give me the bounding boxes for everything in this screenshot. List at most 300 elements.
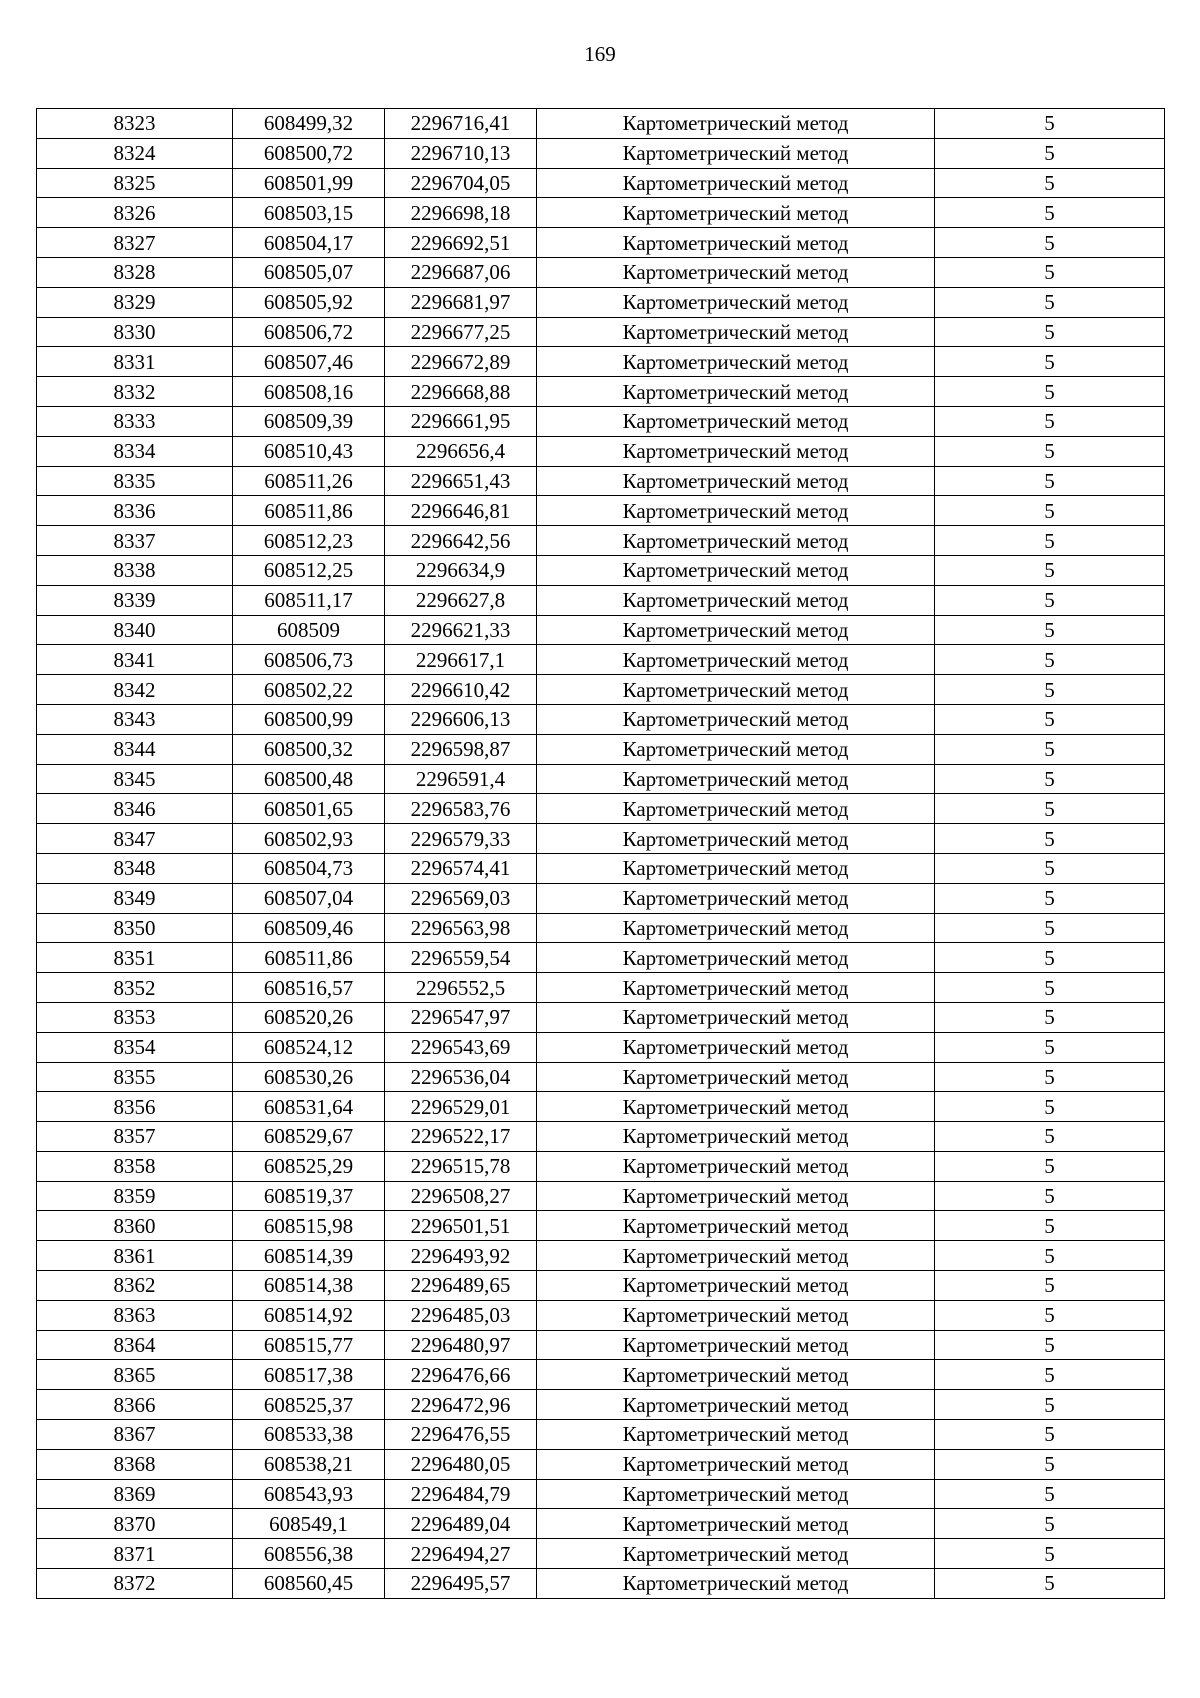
y-coordinate-cell: 2296672,89 bbox=[385, 347, 537, 377]
y-coordinate-cell: 2296522,17 bbox=[385, 1122, 537, 1152]
table-row bbox=[37, 1002, 1165, 1032]
table-row bbox=[37, 794, 1165, 824]
point-number-cell: 8332 bbox=[37, 377, 233, 407]
point-number-cell: 8342 bbox=[37, 675, 233, 705]
point-number-cell: 8340 bbox=[37, 615, 233, 645]
x-coordinate-cell: 608511,86 bbox=[233, 943, 385, 973]
accuracy-cell: 5 bbox=[935, 734, 1165, 764]
point-number-cell: 8364 bbox=[37, 1330, 233, 1360]
point-number-cell: 8357 bbox=[37, 1122, 233, 1152]
accuracy-cell: 5 bbox=[935, 228, 1165, 258]
method-cell: Картометрический метод bbox=[537, 645, 935, 675]
table-row bbox=[37, 1360, 1165, 1390]
y-coordinate-cell: 2296480,05 bbox=[385, 1449, 537, 1479]
method-cell: Картометрический метод bbox=[537, 1241, 935, 1271]
x-coordinate-cell: 608509 bbox=[233, 615, 385, 645]
x-coordinate-cell: 608506,72 bbox=[233, 317, 385, 347]
method-cell: Картометрический метод bbox=[537, 853, 935, 883]
accuracy-cell: 5 bbox=[935, 406, 1165, 436]
y-coordinate-cell: 2296494,27 bbox=[385, 1539, 537, 1569]
x-coordinate-cell: 608501,99 bbox=[233, 168, 385, 198]
table-row bbox=[37, 1539, 1165, 1569]
accuracy-cell: 5 bbox=[935, 168, 1165, 198]
y-coordinate-cell: 2296493,92 bbox=[385, 1241, 537, 1271]
x-coordinate-cell: 608506,73 bbox=[233, 645, 385, 675]
table-row bbox=[37, 287, 1165, 317]
point-number-cell: 8324 bbox=[37, 138, 233, 168]
x-coordinate-cell: 608505,07 bbox=[233, 257, 385, 287]
y-coordinate-cell: 2296569,03 bbox=[385, 883, 537, 913]
table-row bbox=[37, 1390, 1165, 1420]
x-coordinate-cell: 608511,26 bbox=[233, 466, 385, 496]
point-number-cell: 8341 bbox=[37, 645, 233, 675]
table-row bbox=[37, 317, 1165, 347]
accuracy-cell: 5 bbox=[935, 1479, 1165, 1509]
method-cell: Картометрический метод bbox=[537, 1300, 935, 1330]
table-row bbox=[37, 1569, 1165, 1599]
method-cell: Картометрический метод bbox=[537, 973, 935, 1003]
y-coordinate-cell: 2296485,03 bbox=[385, 1300, 537, 1330]
y-coordinate-cell: 2296646,81 bbox=[385, 496, 537, 526]
table-row bbox=[37, 704, 1165, 734]
point-number-cell: 8338 bbox=[37, 555, 233, 585]
method-cell: Картометрический метод bbox=[537, 1420, 935, 1450]
x-coordinate-cell: 608531,64 bbox=[233, 1092, 385, 1122]
method-cell: Картометрический метод bbox=[537, 287, 935, 317]
x-coordinate-cell: 608519,37 bbox=[233, 1181, 385, 1211]
accuracy-cell: 5 bbox=[935, 585, 1165, 615]
y-coordinate-cell: 2296563,98 bbox=[385, 913, 537, 943]
point-number-cell: 8325 bbox=[37, 168, 233, 198]
method-cell: Картометрический метод bbox=[537, 1002, 935, 1032]
x-coordinate-cell: 608515,98 bbox=[233, 1211, 385, 1241]
point-number-cell: 8355 bbox=[37, 1062, 233, 1092]
x-coordinate-cell: 608520,26 bbox=[233, 1002, 385, 1032]
y-coordinate-cell: 2296606,13 bbox=[385, 704, 537, 734]
y-coordinate-cell: 2296704,05 bbox=[385, 168, 537, 198]
point-number-cell: 8365 bbox=[37, 1360, 233, 1390]
point-number-cell: 8348 bbox=[37, 853, 233, 883]
table-row bbox=[37, 526, 1165, 556]
y-coordinate-cell: 2296677,25 bbox=[385, 317, 537, 347]
method-cell: Картометрический метод bbox=[537, 1211, 935, 1241]
point-number-cell: 8367 bbox=[37, 1420, 233, 1450]
accuracy-cell: 5 bbox=[935, 1271, 1165, 1301]
table-row bbox=[37, 615, 1165, 645]
table-row bbox=[37, 377, 1165, 407]
table-row bbox=[37, 1241, 1165, 1271]
table-row bbox=[37, 1211, 1165, 1241]
method-cell: Картометрический метод bbox=[537, 1509, 935, 1539]
accuracy-cell: 5 bbox=[935, 794, 1165, 824]
method-cell: Картометрический метод bbox=[537, 198, 935, 228]
method-cell: Картометрический метод bbox=[537, 436, 935, 466]
point-number-cell: 8360 bbox=[37, 1211, 233, 1241]
point-number-cell: 8368 bbox=[37, 1449, 233, 1479]
method-cell: Картометрический метод bbox=[537, 1092, 935, 1122]
accuracy-cell: 5 bbox=[935, 466, 1165, 496]
accuracy-cell: 5 bbox=[935, 377, 1165, 407]
y-coordinate-cell: 2296552,5 bbox=[385, 973, 537, 1003]
y-coordinate-cell: 2296610,42 bbox=[385, 675, 537, 705]
point-number-cell: 8351 bbox=[37, 943, 233, 973]
method-cell: Картометрический метод bbox=[537, 1449, 935, 1479]
method-cell: Картометрический метод bbox=[537, 406, 935, 436]
method-cell: Картометрический метод bbox=[537, 1390, 935, 1420]
y-coordinate-cell: 2296651,43 bbox=[385, 466, 537, 496]
y-coordinate-cell: 2296661,95 bbox=[385, 406, 537, 436]
method-cell: Картометрический метод bbox=[537, 883, 935, 913]
point-number-cell: 8353 bbox=[37, 1002, 233, 1032]
x-coordinate-cell: 608560,45 bbox=[233, 1569, 385, 1599]
y-coordinate-cell: 2296529,01 bbox=[385, 1092, 537, 1122]
y-coordinate-cell: 2296472,96 bbox=[385, 1390, 537, 1420]
method-cell: Картометрический метод bbox=[537, 585, 935, 615]
y-coordinate-cell: 2296536,04 bbox=[385, 1062, 537, 1092]
x-coordinate-cell: 608502,22 bbox=[233, 675, 385, 705]
method-cell: Картометрический метод bbox=[537, 347, 935, 377]
point-number-cell: 8366 bbox=[37, 1390, 233, 1420]
y-coordinate-cell: 2296656,4 bbox=[385, 436, 537, 466]
y-coordinate-cell: 2296583,76 bbox=[385, 794, 537, 824]
accuracy-cell: 5 bbox=[935, 1420, 1165, 1450]
table-row bbox=[37, 1509, 1165, 1539]
x-coordinate-cell: 608517,38 bbox=[233, 1360, 385, 1390]
table-row bbox=[37, 1300, 1165, 1330]
accuracy-cell: 5 bbox=[935, 287, 1165, 317]
page-number: 169 bbox=[584, 42, 616, 66]
table-row bbox=[37, 555, 1165, 585]
accuracy-cell: 5 bbox=[935, 109, 1165, 139]
method-cell: Картометрический метод bbox=[537, 1271, 935, 1301]
method-cell: Картометрический метод bbox=[537, 1151, 935, 1181]
table-row bbox=[37, 1092, 1165, 1122]
accuracy-cell: 5 bbox=[935, 943, 1165, 973]
table-row bbox=[37, 1330, 1165, 1360]
y-coordinate-cell: 2296515,78 bbox=[385, 1151, 537, 1181]
method-cell: Картометрический метод bbox=[537, 1569, 935, 1599]
y-coordinate-cell: 2296634,9 bbox=[385, 555, 537, 585]
y-coordinate-cell: 2296547,97 bbox=[385, 1002, 537, 1032]
x-coordinate-cell: 608512,25 bbox=[233, 555, 385, 585]
accuracy-cell: 5 bbox=[935, 913, 1165, 943]
accuracy-cell: 5 bbox=[935, 883, 1165, 913]
y-coordinate-cell: 2296476,55 bbox=[385, 1420, 537, 1450]
accuracy-cell: 5 bbox=[935, 1092, 1165, 1122]
table-row bbox=[37, 406, 1165, 436]
method-cell: Картометрический метод bbox=[537, 913, 935, 943]
method-cell: Картометрический метод bbox=[537, 1032, 935, 1062]
y-coordinate-cell: 2296574,41 bbox=[385, 853, 537, 883]
y-coordinate-cell: 2296621,33 bbox=[385, 615, 537, 645]
y-coordinate-cell: 2296642,56 bbox=[385, 526, 537, 556]
method-cell: Картометрический метод bbox=[537, 824, 935, 854]
accuracy-cell: 5 bbox=[935, 257, 1165, 287]
y-coordinate-cell: 2296692,51 bbox=[385, 228, 537, 258]
method-cell: Картометрический метод bbox=[537, 138, 935, 168]
table-row bbox=[37, 883, 1165, 913]
y-coordinate-cell: 2296617,1 bbox=[385, 645, 537, 675]
method-cell: Картометрический метод bbox=[537, 228, 935, 258]
accuracy-cell: 5 bbox=[935, 1211, 1165, 1241]
point-number-cell: 8372 bbox=[37, 1569, 233, 1599]
method-cell: Картометрический метод bbox=[537, 168, 935, 198]
method-cell: Картометрический метод bbox=[537, 1539, 935, 1569]
x-coordinate-cell: 608507,04 bbox=[233, 883, 385, 913]
accuracy-cell: 5 bbox=[935, 1032, 1165, 1062]
accuracy-cell: 5 bbox=[935, 496, 1165, 526]
accuracy-cell: 5 bbox=[935, 1360, 1165, 1390]
x-coordinate-cell: 608500,32 bbox=[233, 734, 385, 764]
table-row bbox=[37, 228, 1165, 258]
point-number-cell: 8336 bbox=[37, 496, 233, 526]
x-coordinate-cell: 608556,38 bbox=[233, 1539, 385, 1569]
accuracy-cell: 5 bbox=[935, 1449, 1165, 1479]
x-coordinate-cell: 608525,29 bbox=[233, 1151, 385, 1181]
accuracy-cell: 5 bbox=[935, 764, 1165, 794]
table-row bbox=[37, 1420, 1165, 1450]
x-coordinate-cell: 608507,46 bbox=[233, 347, 385, 377]
accuracy-cell: 5 bbox=[935, 1181, 1165, 1211]
method-cell: Картометрический метод bbox=[537, 1122, 935, 1152]
point-number-cell: 8326 bbox=[37, 198, 233, 228]
x-coordinate-cell: 608501,65 bbox=[233, 794, 385, 824]
point-number-cell: 8339 bbox=[37, 585, 233, 615]
y-coordinate-cell: 2296559,54 bbox=[385, 943, 537, 973]
point-number-cell: 8354 bbox=[37, 1032, 233, 1062]
point-number-cell: 8362 bbox=[37, 1271, 233, 1301]
point-number-cell: 8347 bbox=[37, 824, 233, 854]
accuracy-cell: 5 bbox=[935, 645, 1165, 675]
y-coordinate-cell: 2296543,69 bbox=[385, 1032, 537, 1062]
method-cell: Картометрический метод bbox=[537, 257, 935, 287]
x-coordinate-cell: 608509,46 bbox=[233, 913, 385, 943]
x-coordinate-cell: 608503,15 bbox=[233, 198, 385, 228]
accuracy-cell: 5 bbox=[935, 555, 1165, 585]
table-row bbox=[37, 943, 1165, 973]
point-number-cell: 8345 bbox=[37, 764, 233, 794]
method-cell: Картометрический метод bbox=[537, 675, 935, 705]
table-row bbox=[37, 973, 1165, 1003]
point-number-cell: 8334 bbox=[37, 436, 233, 466]
y-coordinate-cell: 2296627,8 bbox=[385, 585, 537, 615]
method-cell: Картометрический метод bbox=[537, 615, 935, 645]
method-cell: Картометрический метод bbox=[537, 704, 935, 734]
accuracy-cell: 5 bbox=[935, 1300, 1165, 1330]
y-coordinate-cell: 2296476,66 bbox=[385, 1360, 537, 1390]
table-row bbox=[37, 1032, 1165, 1062]
y-coordinate-cell: 2296508,27 bbox=[385, 1181, 537, 1211]
point-number-cell: 8358 bbox=[37, 1151, 233, 1181]
x-coordinate-cell: 608538,21 bbox=[233, 1449, 385, 1479]
x-coordinate-cell: 608510,43 bbox=[233, 436, 385, 466]
point-number-cell: 8330 bbox=[37, 317, 233, 347]
x-coordinate-cell: 608502,93 bbox=[233, 824, 385, 854]
accuracy-cell: 5 bbox=[935, 1122, 1165, 1152]
accuracy-cell: 5 bbox=[935, 675, 1165, 705]
table-row bbox=[37, 675, 1165, 705]
point-number-cell: 8335 bbox=[37, 466, 233, 496]
method-cell: Картометрический метод bbox=[537, 377, 935, 407]
table-row bbox=[37, 645, 1165, 675]
accuracy-cell: 5 bbox=[935, 317, 1165, 347]
coordinates-table bbox=[36, 108, 1165, 1599]
x-coordinate-cell: 608500,72 bbox=[233, 138, 385, 168]
accuracy-cell: 5 bbox=[935, 615, 1165, 645]
table-row bbox=[37, 913, 1165, 943]
table-row bbox=[37, 1181, 1165, 1211]
method-cell: Картометрический метод bbox=[537, 466, 935, 496]
accuracy-cell: 5 bbox=[935, 704, 1165, 734]
x-coordinate-cell: 608500,48 bbox=[233, 764, 385, 794]
y-coordinate-cell: 2296710,13 bbox=[385, 138, 537, 168]
y-coordinate-cell: 2296501,51 bbox=[385, 1211, 537, 1241]
method-cell: Картометрический метод bbox=[537, 1479, 935, 1509]
table-row bbox=[37, 1271, 1165, 1301]
y-coordinate-cell: 2296668,88 bbox=[385, 377, 537, 407]
y-coordinate-cell: 2296687,06 bbox=[385, 257, 537, 287]
table-row bbox=[37, 198, 1165, 228]
table-row bbox=[37, 1151, 1165, 1181]
table-row bbox=[37, 257, 1165, 287]
point-number-cell: 8361 bbox=[37, 1241, 233, 1271]
accuracy-cell: 5 bbox=[935, 1062, 1165, 1092]
x-coordinate-cell: 608530,26 bbox=[233, 1062, 385, 1092]
x-coordinate-cell: 608514,92 bbox=[233, 1300, 385, 1330]
table-row bbox=[37, 1479, 1165, 1509]
point-number-cell: 8352 bbox=[37, 973, 233, 1003]
y-coordinate-cell: 2296489,04 bbox=[385, 1509, 537, 1539]
method-cell: Картометрический метод bbox=[537, 764, 935, 794]
method-cell: Картометрический метод bbox=[537, 496, 935, 526]
method-cell: Картометрический метод bbox=[537, 555, 935, 585]
accuracy-cell: 5 bbox=[935, 1002, 1165, 1032]
table-row bbox=[37, 109, 1165, 139]
x-coordinate-cell: 608525,37 bbox=[233, 1390, 385, 1420]
point-number-cell: 8327 bbox=[37, 228, 233, 258]
y-coordinate-cell: 2296579,33 bbox=[385, 824, 537, 854]
point-number-cell: 8331 bbox=[37, 347, 233, 377]
x-coordinate-cell: 608549,1 bbox=[233, 1509, 385, 1539]
y-coordinate-cell: 2296698,18 bbox=[385, 198, 537, 228]
accuracy-cell: 5 bbox=[935, 138, 1165, 168]
table-row bbox=[37, 824, 1165, 854]
table-row bbox=[37, 764, 1165, 794]
table-row bbox=[37, 347, 1165, 377]
y-coordinate-cell: 2296716,41 bbox=[385, 109, 537, 139]
point-number-cell: 8329 bbox=[37, 287, 233, 317]
accuracy-cell: 5 bbox=[935, 824, 1165, 854]
table-row bbox=[37, 168, 1165, 198]
method-cell: Картометрический метод bbox=[537, 109, 935, 139]
table-row bbox=[37, 853, 1165, 883]
table-row bbox=[37, 585, 1165, 615]
x-coordinate-cell: 608511,17 bbox=[233, 585, 385, 615]
x-coordinate-cell: 608504,17 bbox=[233, 228, 385, 258]
accuracy-cell: 5 bbox=[935, 1509, 1165, 1539]
x-coordinate-cell: 608512,23 bbox=[233, 526, 385, 556]
point-number-cell: 8350 bbox=[37, 913, 233, 943]
coordinates-table-body bbox=[37, 109, 1165, 1599]
x-coordinate-cell: 608516,57 bbox=[233, 973, 385, 1003]
y-coordinate-cell: 2296681,97 bbox=[385, 287, 537, 317]
method-cell: Картометрический метод bbox=[537, 317, 935, 347]
point-number-cell: 8363 bbox=[37, 1300, 233, 1330]
table-row bbox=[37, 138, 1165, 168]
y-coordinate-cell: 2296495,57 bbox=[385, 1569, 537, 1599]
accuracy-cell: 5 bbox=[935, 1330, 1165, 1360]
accuracy-cell: 5 bbox=[935, 1569, 1165, 1599]
method-cell: Картометрический метод bbox=[537, 1360, 935, 1390]
x-coordinate-cell: 608508,16 bbox=[233, 377, 385, 407]
point-number-cell: 8328 bbox=[37, 257, 233, 287]
point-number-cell: 8323 bbox=[37, 109, 233, 139]
x-coordinate-cell: 608511,86 bbox=[233, 496, 385, 526]
point-number-cell: 8371 bbox=[37, 1539, 233, 1569]
accuracy-cell: 5 bbox=[935, 853, 1165, 883]
method-cell: Картометрический метод bbox=[537, 943, 935, 973]
x-coordinate-cell: 608543,93 bbox=[233, 1479, 385, 1509]
table-row bbox=[37, 466, 1165, 496]
table-row bbox=[37, 1062, 1165, 1092]
accuracy-cell: 5 bbox=[935, 198, 1165, 228]
method-cell: Картометрический метод bbox=[537, 526, 935, 556]
accuracy-cell: 5 bbox=[935, 973, 1165, 1003]
y-coordinate-cell: 2296598,87 bbox=[385, 734, 537, 764]
table-row bbox=[37, 734, 1165, 764]
point-number-cell: 8333 bbox=[37, 406, 233, 436]
x-coordinate-cell: 608500,99 bbox=[233, 704, 385, 734]
x-coordinate-cell: 608533,38 bbox=[233, 1420, 385, 1450]
x-coordinate-cell: 608515,77 bbox=[233, 1330, 385, 1360]
accuracy-cell: 5 bbox=[935, 1539, 1165, 1569]
method-cell: Картометрический метод bbox=[537, 1062, 935, 1092]
x-coordinate-cell: 608509,39 bbox=[233, 406, 385, 436]
point-number-cell: 8343 bbox=[37, 704, 233, 734]
point-number-cell: 8349 bbox=[37, 883, 233, 913]
accuracy-cell: 5 bbox=[935, 436, 1165, 466]
accuracy-cell: 5 bbox=[935, 1151, 1165, 1181]
table-row bbox=[37, 496, 1165, 526]
method-cell: Картометрический метод bbox=[537, 1181, 935, 1211]
accuracy-cell: 5 bbox=[935, 526, 1165, 556]
x-coordinate-cell: 608499,32 bbox=[233, 109, 385, 139]
y-coordinate-cell: 2296484,79 bbox=[385, 1479, 537, 1509]
x-coordinate-cell: 608504,73 bbox=[233, 853, 385, 883]
method-cell: Картометрический метод bbox=[537, 734, 935, 764]
y-coordinate-cell: 2296480,97 bbox=[385, 1330, 537, 1360]
accuracy-cell: 5 bbox=[935, 1390, 1165, 1420]
x-coordinate-cell: 608514,38 bbox=[233, 1271, 385, 1301]
method-cell: Картометрический метод bbox=[537, 794, 935, 824]
x-coordinate-cell: 608529,67 bbox=[233, 1122, 385, 1152]
point-number-cell: 8344 bbox=[37, 734, 233, 764]
table-row bbox=[37, 1449, 1165, 1479]
point-number-cell: 8359 bbox=[37, 1181, 233, 1211]
point-number-cell: 8370 bbox=[37, 1509, 233, 1539]
accuracy-cell: 5 bbox=[935, 1241, 1165, 1271]
point-number-cell: 8369 bbox=[37, 1479, 233, 1509]
point-number-cell: 8337 bbox=[37, 526, 233, 556]
point-number-cell: 8346 bbox=[37, 794, 233, 824]
x-coordinate-cell: 608514,39 bbox=[233, 1241, 385, 1271]
table-row bbox=[37, 436, 1165, 466]
accuracy-cell: 5 bbox=[935, 347, 1165, 377]
method-cell: Картометрический метод bbox=[537, 1330, 935, 1360]
y-coordinate-cell: 2296489,65 bbox=[385, 1271, 537, 1301]
point-number-cell: 8356 bbox=[37, 1092, 233, 1122]
table-row bbox=[37, 1122, 1165, 1152]
